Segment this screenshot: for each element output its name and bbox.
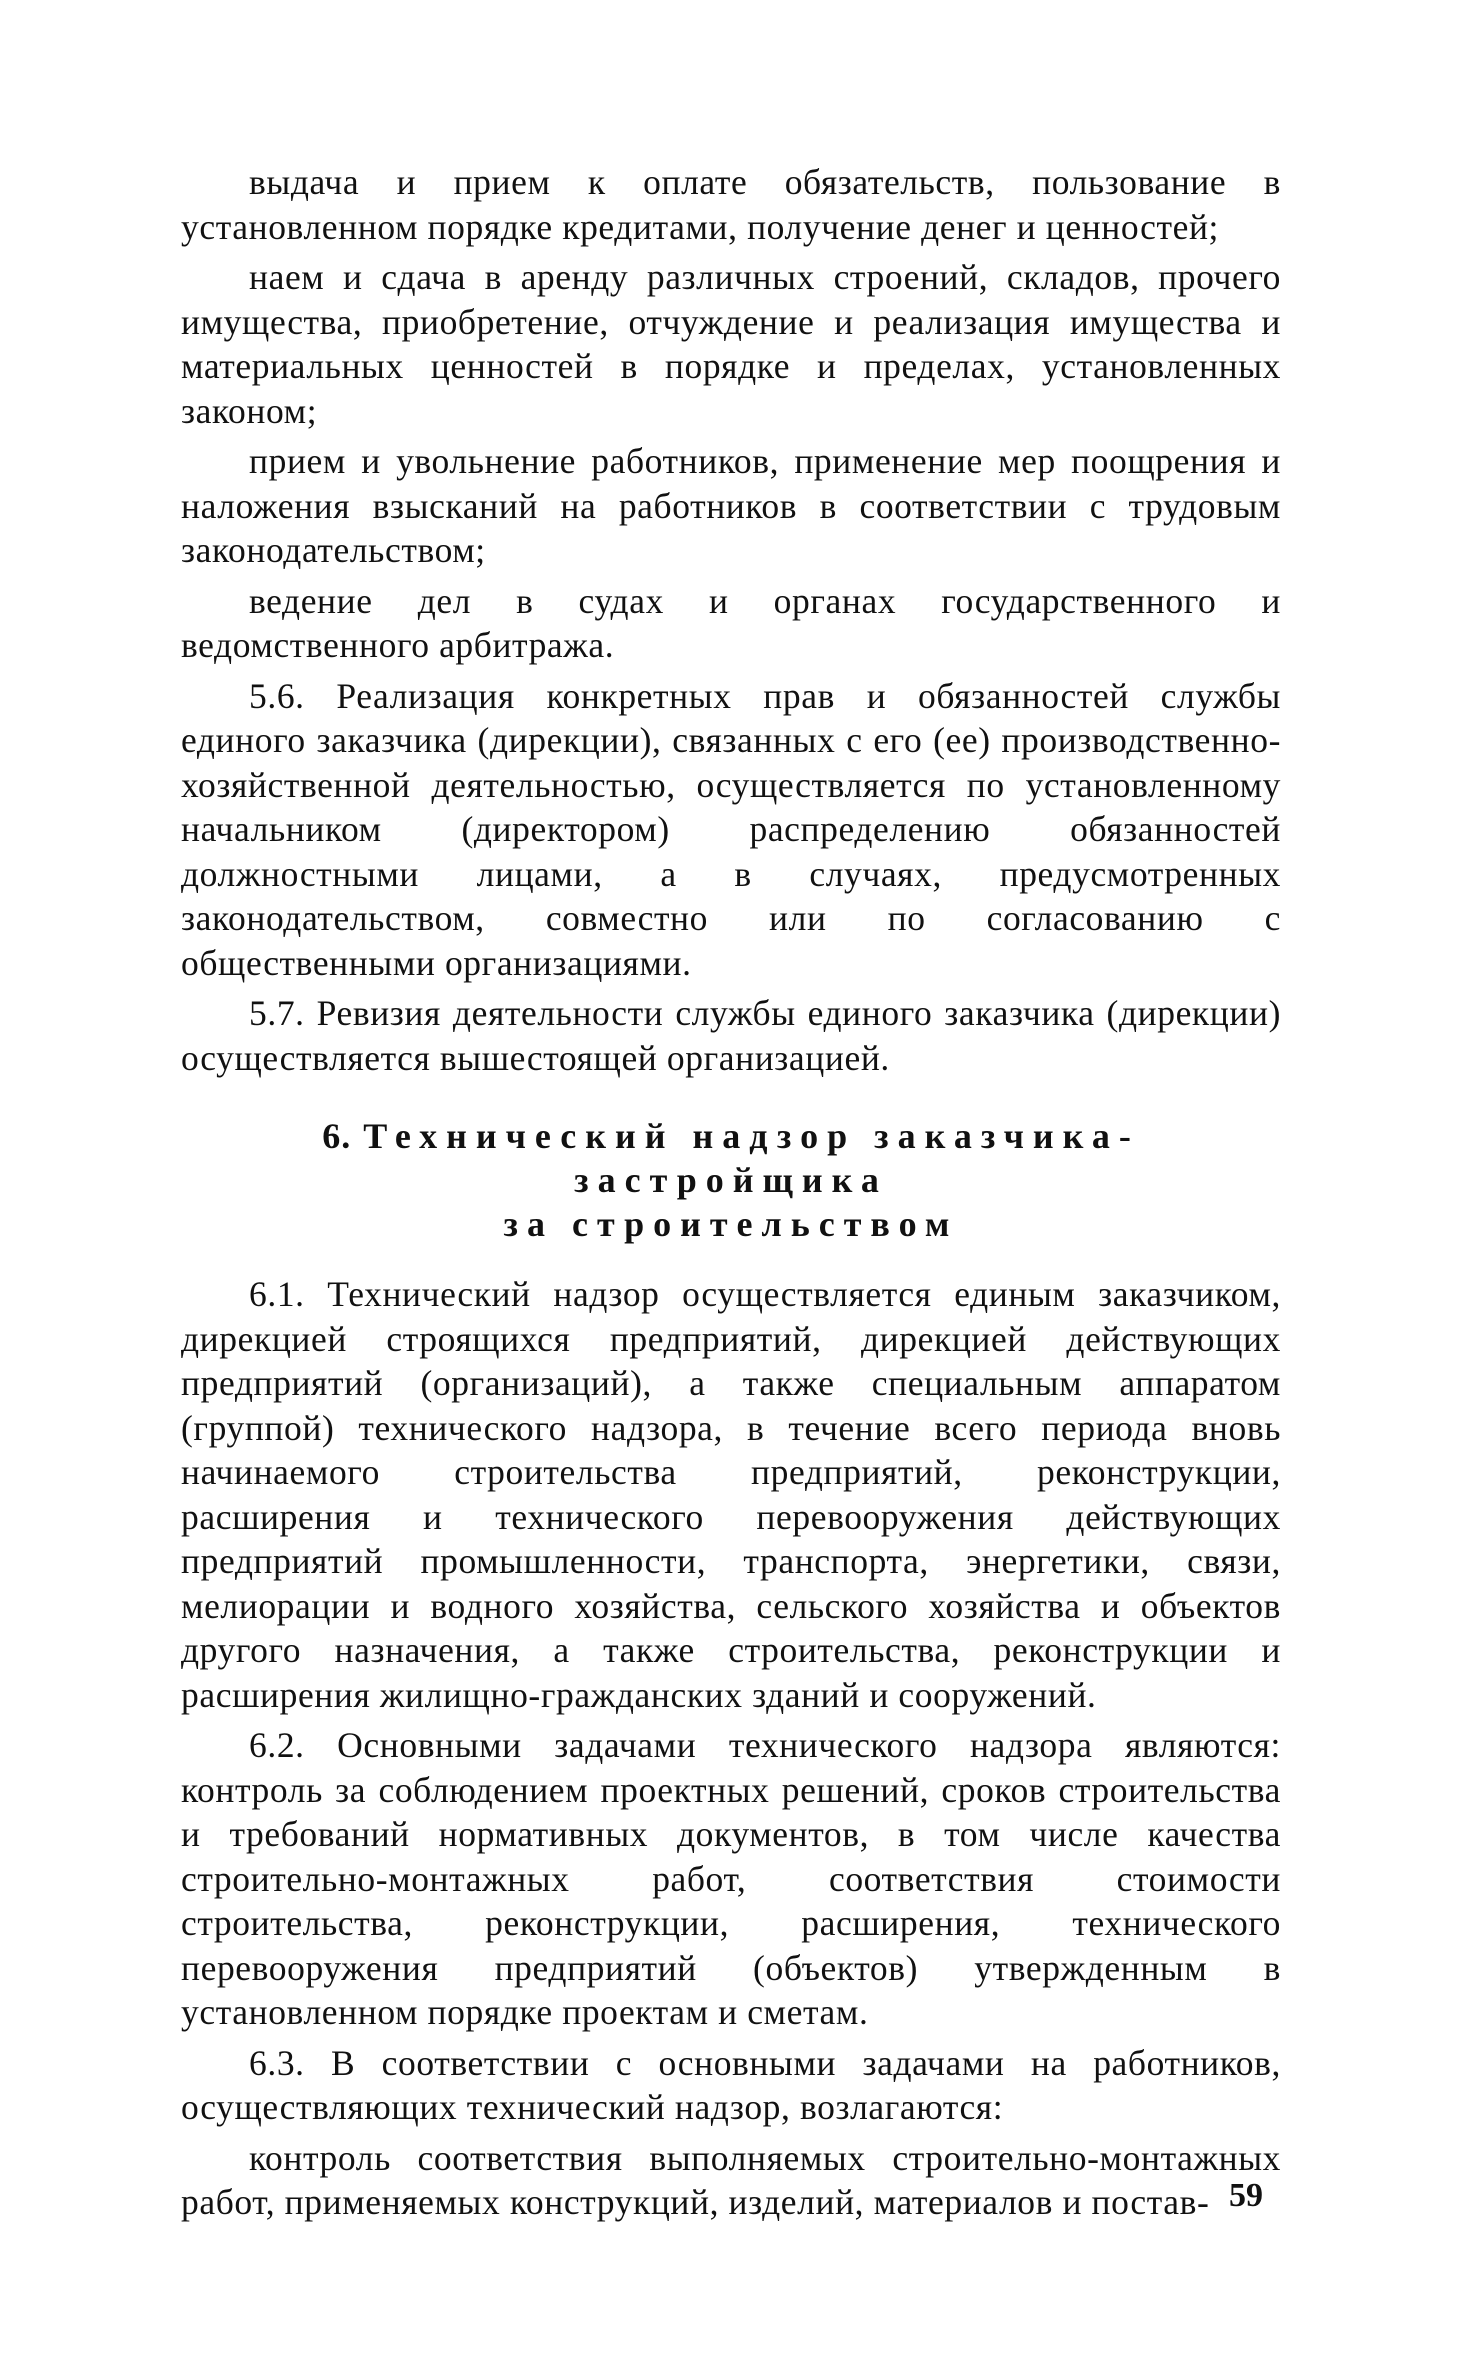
paragraph-control: контроль соответствия выполняемых строительно-монтажных работ, применяемых конструкций, изделий, материалов и постав- [181,2137,1281,2222]
section-heading-line1 [181,1114,1281,1202]
paragraph-6-2: 6.2. Основными задачами технического надзора являются: контроль за соблюдением проектных решений, сроков строительства и требований нормативных документов, в том числе качества строительно-монтажных работ, соответствия стоимости строительства, реконструкции, расширения, технического перевооружения предприятий (объектов) утвержденным в установленном порядке проектам и сметам. [181,1725,1281,2032]
section-heading-line2: за строительством [503,1204,959,1244]
paragraph-6-3: 6.3. В соответствии с основными задачами на работников, осуществляющих технический надзор, возлагаются: [181,2042,1281,2127]
paragraph-lease: наем и сдача в аренду различных строений, складов, прочего имущества, приобретение, отчуждение и реализация имущества и материальных ценностей в порядке и пределах, установленных законом; [181,257,1281,431]
paragraph-court-cases: ведение дел в судах и органах государственного и ведомственного арбитража. [181,580,1281,665]
page-number: 59 [1229,2177,1263,2214]
paragraph-6-1: 6.1. Технический надзор осуществляется единым заказчиком, дирекцией строящихся предприятий, дирекцией действующих предприятий (организаций), а также специальным аппаратом (группой) технического надзора, в течение всего периода вновь начинаемого строительства предприятий, реконструкции, расширения и технического перевооружения действующих предприятий промышленности, транспорта, энергетики, связи, мелиорации и водного хозяйства, сельского хозяйства и объектов другого назначения, а также строительства, реконструкции и расширения жилищно-гражданских зданий и сооружений. [181,1274,1281,1715]
section-title: Технический надзор заказчика-застройщика [363,1116,1140,1200]
section-heading [181,1114,1281,1246]
document-page [181,160,1281,2231]
paragraph-hiring: прием и увольнение работников, применение мер поощрения и наложения взысканий на работников в соответствии с трудовым законодательством; [181,441,1281,570]
section-number: 6. [322,1116,352,1156]
paragraph-5-7: 5.7. Ревизия деятельности службы единого заказчика (дирекции) осуществляется вышестоящей организацией. [181,993,1281,1078]
paragraph-obligations: выдача и прием к оплате обязательств, пользование в установленном порядке кредитами, получение денег и ценностей; [181,162,1281,247]
paragraph-5-6: 5.6. Реализация конкретных прав и обязанностей службы единого заказчика (дирекции), связанных с его (ее) производственно-хозяйственной деятельностью, осуществляется по установленному начальником (директором) распределению обязанностей должностными лицами, а в случаях, предусмотренных законодательством, совместно или по согласованию с общественными организациями. [181,675,1281,983]
